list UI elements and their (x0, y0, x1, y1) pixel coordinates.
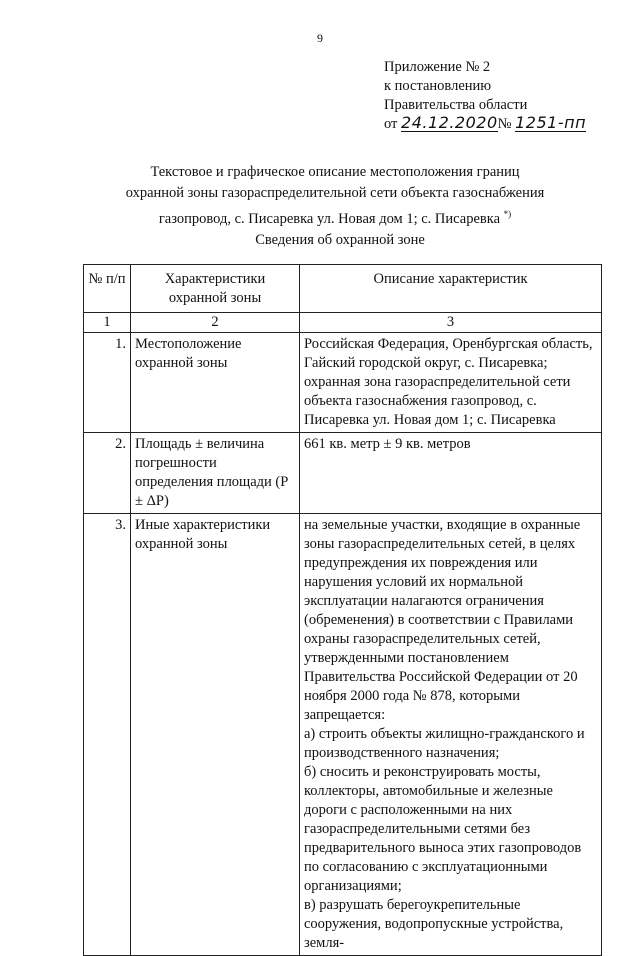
row-description: 661 кв. метр ± 9 кв. метров (300, 433, 602, 514)
row-characteristic: Площадь ± величина погрешности определения площади (P ± ΔP) (131, 433, 300, 514)
column-number-row (84, 313, 602, 333)
table-row (84, 333, 602, 433)
title-line-1: Текстовое и графическое описание местоположения границ (150, 164, 520, 180)
row-number: 1. (84, 333, 131, 433)
appendix-line-1: Приложение № 2 (384, 59, 491, 75)
row-number: 3. (84, 514, 131, 956)
page-number: 9 (317, 31, 323, 45)
appendix-line-2: к постановлению (384, 78, 492, 94)
appendix-line-3: Правительства области (384, 97, 528, 113)
title-line-3 (100, 204, 570, 230)
restriction-intro: на земельные участки, входящие в охранные зоны газораспределительных сетей, в целях предупреждения их повреждения или нарушения условий их нормальной эксплуатации налагаются ограничения (обременения) в соответствии с Правилами охраны газораспределительных сетей, утвержденными постановлением Правительства Российской Федерации от 20 ноября 2000 года № 878, которыми запрещается: (304, 517, 581, 723)
header-characteristic: Характеристики охранной зоны (131, 265, 300, 313)
document-title (100, 162, 570, 230)
row-characteristic: Иные характеристики охранной зоны (131, 514, 300, 956)
row-number: 2. (84, 433, 131, 514)
section-title: Сведения об охранной зоне (255, 232, 425, 248)
footnote-mark: *) (503, 209, 512, 219)
date-prefix: от (384, 116, 398, 132)
row-description (300, 514, 602, 956)
appendix-block (384, 58, 586, 134)
handwritten-date: 24.12.2020 (401, 113, 498, 132)
number-sign: № (497, 116, 512, 132)
zone-info-table (83, 264, 602, 956)
header-description: Описание характеристик (300, 265, 602, 313)
table-row (84, 433, 602, 514)
appendix-date-line (384, 115, 586, 134)
table-header-row (84, 265, 602, 313)
restriction-item-a: а) строить объекты жилищно-гражданского и производственного назначения; (304, 726, 585, 761)
row-characteristic: Местоположение охранной зоны (131, 333, 300, 433)
row-description: Российская Федерация, Оренбургская область, Гайский городской округ, с. Писаревка; охранная зона газораспределительной сети объекта газоснабжения газопровод, с. Писаревка ул. Новая дом 1; с. Писаревка (300, 333, 602, 433)
column-number: 2 (131, 313, 300, 333)
header-number: № п/п (84, 265, 131, 313)
title-line-2: охранной зоны газораспределительной сети объекта газоснабжения (125, 185, 545, 201)
title-line-3-text: газопровод, с. Писаревка ул. Новая дом 1; с. Писаревка (158, 210, 501, 227)
handwritten-number: 1251-пп (515, 113, 587, 132)
restriction-item-b: б) сносить и реконструировать мосты, коллекторы, автомобильные и железные дороги с расположенными на них газораспределительными сетями без предварительного выноса этих газопроводов по согласованию с эксплуатационными организациями; (304, 764, 582, 894)
column-number: 1 (84, 313, 131, 333)
column-number: 3 (300, 313, 602, 333)
restriction-item-c: в) разрушать берегоукрепительные сооружения, водопропускные устройства, земля- (304, 897, 564, 951)
table-row (84, 514, 602, 956)
